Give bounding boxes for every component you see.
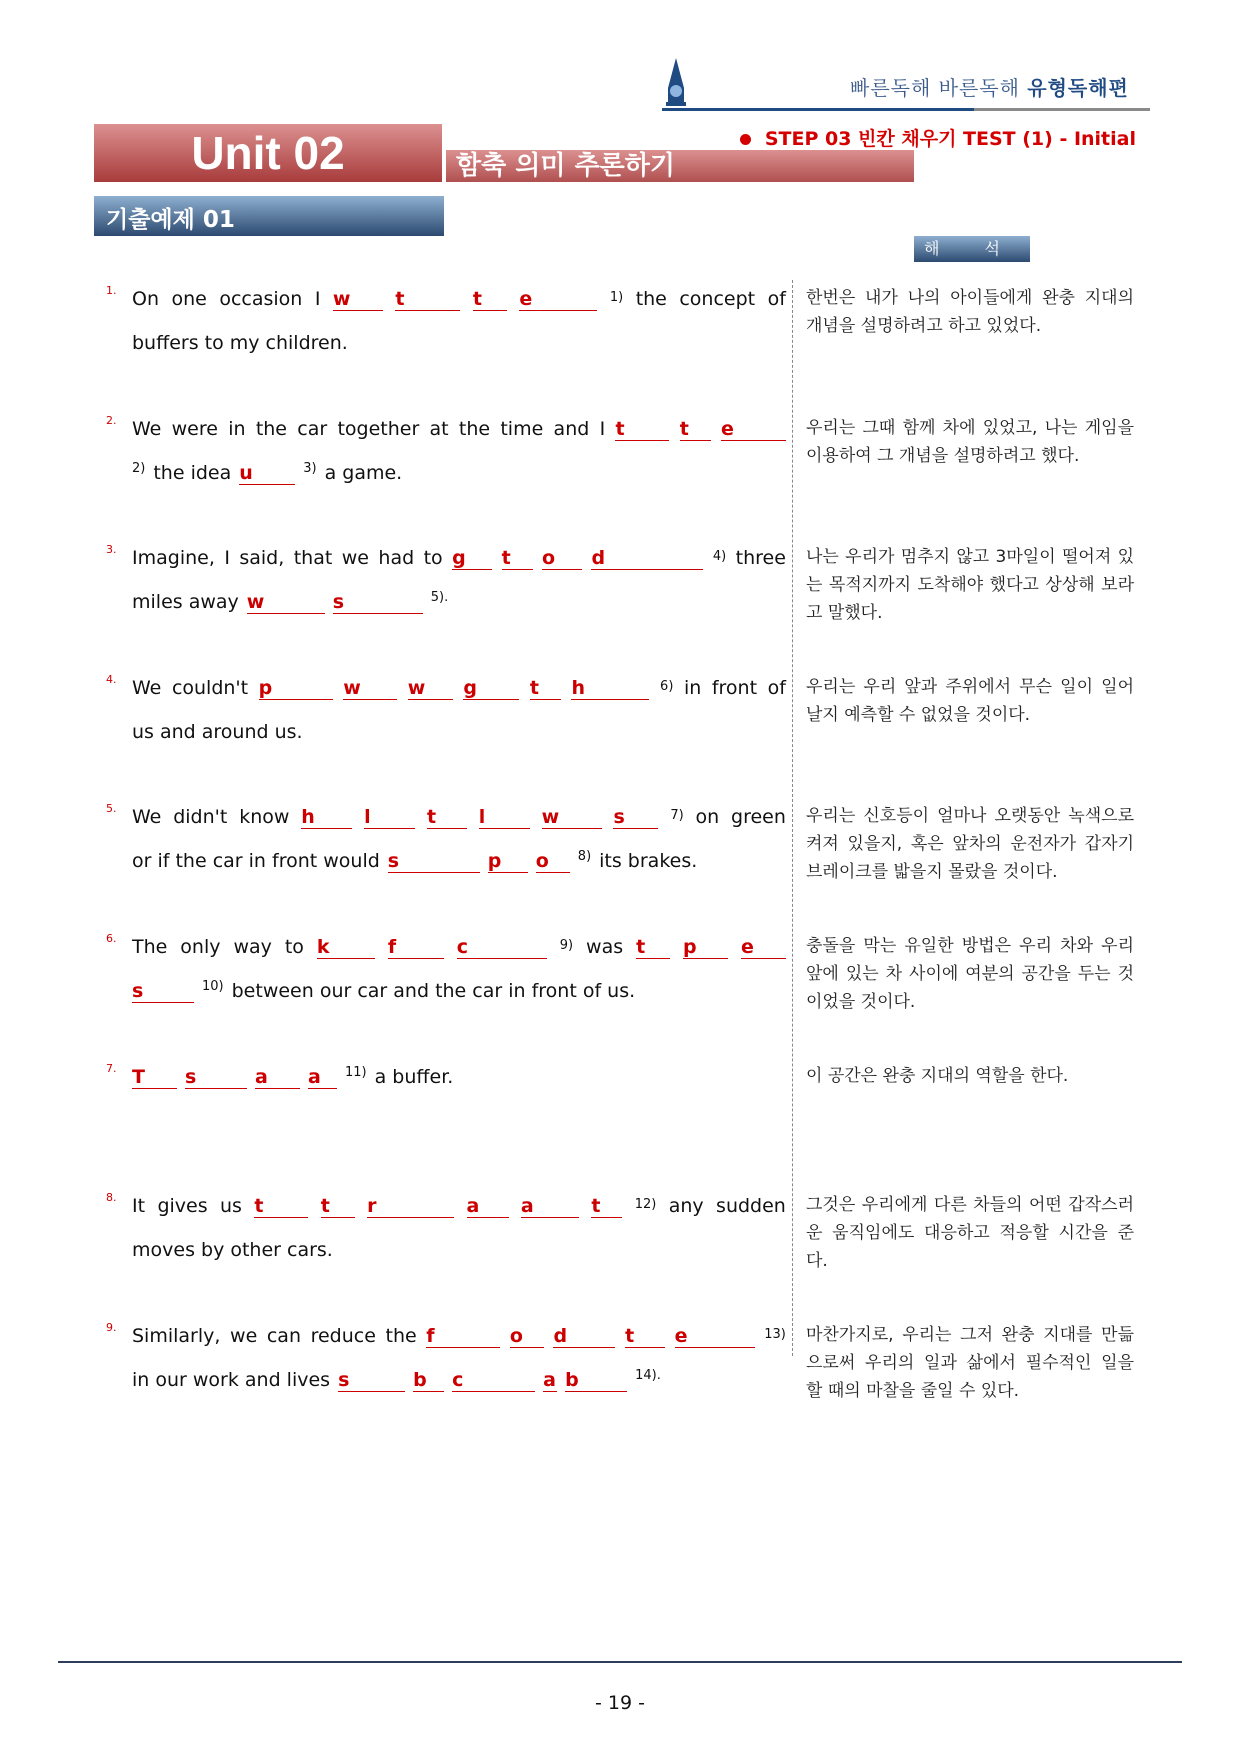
english-sentence xyxy=(132,1321,786,1409)
sentence-text: We xyxy=(132,417,162,440)
answer-blank[interactable]: t xyxy=(473,288,507,311)
item-number: 8. xyxy=(106,1191,117,1205)
series-bold: 유형독해편 xyxy=(1027,76,1129,100)
english-sentence xyxy=(132,802,786,890)
sentence-text: had xyxy=(378,547,415,570)
english-sentence xyxy=(132,543,786,631)
sentence-text: I xyxy=(224,547,230,570)
sentence-text: miles away xyxy=(132,591,239,614)
answer-blank[interactable]: w xyxy=(343,677,397,700)
sentence-text: the idea xyxy=(153,461,232,484)
answer-blank[interactable]: t xyxy=(625,1325,665,1348)
sentence-text: on xyxy=(695,806,720,829)
korean-translation: 그것은 우리에게 다른 차들의 어떤 갑작스러운 움직임에도 대응하고 적응할 시간을 준다. xyxy=(806,1195,1134,1272)
blank-number: 1) xyxy=(609,290,624,305)
korean-translation: 우리는 그때 함께 차에 있었고, 나는 게임을 이용하여 그 개념을 설명하려고 했다. xyxy=(806,417,1134,466)
sentence-line xyxy=(132,932,786,976)
answer-blank[interactable]: l xyxy=(479,806,530,829)
blank-number: 5). xyxy=(430,590,449,606)
step-text: STEP 03 빈칸 채우기 TEST (1) - Initial xyxy=(764,128,1136,150)
sentence-line xyxy=(132,673,786,717)
sentence-text: can xyxy=(266,1324,301,1347)
exercise-item xyxy=(100,1321,1140,1441)
korean-translation: 한번은 내가 나의 아이들에게 완충 지대의 개념을 설명하려고 하고 있었다. xyxy=(806,288,1134,336)
sentence-line xyxy=(132,1191,786,1235)
sentence-text: and xyxy=(553,417,590,440)
answer-blank[interactable]: t xyxy=(321,1195,355,1218)
exercise-item xyxy=(100,673,1140,793)
answer-blank[interactable]: w xyxy=(542,806,602,829)
sentence-line xyxy=(132,1365,786,1409)
answer-blank[interactable]: o xyxy=(510,1325,544,1348)
english-sentence xyxy=(132,414,786,502)
sentence-text: I xyxy=(314,288,321,310)
sentence-line xyxy=(132,328,786,372)
answer-blank[interactable]: f xyxy=(388,936,444,959)
answer-blank[interactable]: e xyxy=(721,418,786,441)
item-number: 4. xyxy=(106,672,117,686)
sentence-text: the xyxy=(255,417,287,440)
answer-blank[interactable]: s xyxy=(338,1369,405,1392)
sentence-text: sudden xyxy=(716,1195,786,1218)
sentence-text: in xyxy=(683,676,702,699)
sentence-text: we xyxy=(230,1324,258,1347)
answer-blank[interactable]: b xyxy=(565,1369,627,1392)
sentence-text: that xyxy=(293,547,333,570)
sentence-text: at xyxy=(429,417,449,440)
answer-blank[interactable]: a xyxy=(308,1066,337,1089)
answer-blank[interactable]: e xyxy=(675,1325,755,1348)
exercise-item xyxy=(100,284,1140,404)
answer-blank[interactable]: c xyxy=(457,936,547,959)
header-rule-gray xyxy=(974,108,1150,111)
answer-blank[interactable]: o xyxy=(542,547,582,570)
sentence-text: together xyxy=(337,417,420,440)
sentence-line xyxy=(132,284,786,328)
answer-blank[interactable]: w xyxy=(408,677,453,700)
sentence-text: We xyxy=(132,806,162,829)
sentence-text: It xyxy=(132,1195,146,1218)
answer-blank[interactable]: s xyxy=(185,1066,247,1089)
sentence-line xyxy=(132,543,786,587)
blank-number: 13) xyxy=(764,1326,786,1342)
sentence-text: said, xyxy=(239,547,285,570)
sentence-line xyxy=(132,458,786,502)
sentence-text: a game. xyxy=(324,461,403,484)
exercise-item xyxy=(100,932,1140,1052)
pen-nib-logo-icon xyxy=(662,58,690,108)
answer-blank[interactable]: t xyxy=(254,1195,308,1218)
blank-number: 8) xyxy=(577,849,592,865)
english-sentence xyxy=(132,673,786,761)
item-number: 1. xyxy=(106,284,117,297)
sentence-text: any xyxy=(668,1195,704,1218)
sentence-text: On xyxy=(132,288,159,310)
blank-number: 3) xyxy=(303,460,317,476)
korean-translation: 우리는 우리 앞과 주위에서 무슨 일이 일어날지 예측할 수 없었을 것이다. xyxy=(806,676,1134,725)
sentence-text: a buffer. xyxy=(374,1065,454,1088)
answer-blank[interactable]: r xyxy=(367,1195,454,1218)
exercise-item xyxy=(100,802,1140,922)
sentence-text: its brakes. xyxy=(599,850,698,873)
footer-rule xyxy=(58,1661,1182,1663)
series-light: 빠른독해 바른독해 xyxy=(850,76,1020,100)
answer-blank[interactable]: s xyxy=(333,591,423,614)
english-sentence xyxy=(132,932,786,1020)
answer-blank[interactable]: u xyxy=(239,462,295,485)
answer-blank[interactable]: t xyxy=(427,806,467,829)
sentence-text: car xyxy=(297,417,328,440)
sentence-text: moves by other cars. xyxy=(132,1239,333,1262)
answer-blank[interactable]: t xyxy=(530,677,561,700)
page-number: - 19 - xyxy=(595,1692,645,1714)
sentence-text: to xyxy=(423,547,443,570)
sentence-text: or if the car in front would xyxy=(132,850,380,873)
answer-blank[interactable]: s xyxy=(388,850,480,873)
answer-blank[interactable]: t xyxy=(395,288,460,311)
sentence-text: one xyxy=(171,288,207,310)
item-number: 5. xyxy=(106,802,117,816)
answer-blank[interactable]: g xyxy=(463,677,519,700)
answer-blank[interactable]: h xyxy=(301,806,352,829)
sentence-text: were xyxy=(171,417,218,440)
korean-translation: 이 공간은 완충 지대의 역할을 한다. xyxy=(806,1065,1069,1086)
example-banner: 기출예제 01 xyxy=(94,196,444,236)
sentence-line xyxy=(132,1062,786,1106)
sentence-text: us and around us. xyxy=(132,720,303,743)
bullet-icon xyxy=(740,134,751,145)
answer-blank[interactable]: a xyxy=(543,1368,556,1391)
answer-blank[interactable]: f xyxy=(426,1325,500,1348)
sentence-line xyxy=(132,414,786,458)
translation-label: 해 석 xyxy=(914,236,1030,262)
blank-number: 9) xyxy=(559,938,574,953)
sentence-text: was xyxy=(586,936,624,958)
sentence-text: the xyxy=(385,1324,417,1347)
answer-blank[interactable]: h xyxy=(571,677,649,700)
sentence-line xyxy=(132,587,786,631)
header-rule xyxy=(662,108,974,111)
sentence-text: the xyxy=(458,417,491,440)
sentence-text: in our work and lives xyxy=(132,1368,331,1391)
item-number: 9. xyxy=(106,1320,117,1334)
blank-number: 11) xyxy=(345,1064,367,1080)
english-sentence xyxy=(132,1062,786,1106)
korean-translation: 우리는 신호등이 얼마나 오랫동안 녹색으로 켜져 있을지, 혹은 앞차의 운전자가 갑자기 브레이크를 밟을지 몰랐을 것이다. xyxy=(806,806,1134,883)
answer-blank[interactable]: p xyxy=(683,936,728,959)
item-number: 2. xyxy=(106,413,117,427)
exercise-item xyxy=(100,414,1140,534)
answer-blank[interactable]: p xyxy=(259,677,333,700)
sentence-line xyxy=(132,846,786,890)
exercise-item xyxy=(100,1062,1140,1182)
topic-banner: 함축 의미 추론하기 xyxy=(446,150,914,182)
sentence-line xyxy=(132,717,786,761)
answer-blank[interactable]: w xyxy=(247,591,325,614)
answer-blank[interactable]: t xyxy=(680,418,711,441)
sentence-text: Similarly, xyxy=(132,1324,221,1347)
answer-blank[interactable]: c xyxy=(452,1369,535,1392)
answer-blank[interactable]: T xyxy=(132,1066,177,1089)
sentence-text: I xyxy=(599,417,606,440)
answer-blank[interactable]: a xyxy=(255,1066,300,1089)
sentence-text: between our car and the car in front of us. xyxy=(231,980,636,1002)
sentence-text: three xyxy=(735,547,786,570)
sentence-text: know xyxy=(239,806,290,829)
sentence-text: time xyxy=(500,417,544,440)
answer-blank[interactable]: g xyxy=(452,547,492,570)
item-number: 3. xyxy=(106,543,117,557)
exercise-item xyxy=(100,1191,1140,1311)
sentence-text: of xyxy=(767,288,786,310)
sentence-text: gives xyxy=(157,1195,208,1218)
blank-number: 6) xyxy=(660,678,674,694)
answer-blank[interactable]: l xyxy=(364,806,415,829)
answer-blank[interactable]: a xyxy=(521,1195,579,1218)
sentence-text: front xyxy=(711,676,758,699)
korean-translation: 마찬가지로, 우리는 그저 완충 지대를 만듦으로써 우리의 일과 삶에서 필수적인 일을 할 때의 마찰을 줄일 수 있다. xyxy=(806,1324,1134,1401)
answer-blank[interactable]: d xyxy=(591,547,703,570)
item-number: 6. xyxy=(106,932,117,945)
answer-blank[interactable]: s xyxy=(613,806,658,829)
sentence-text: didn't xyxy=(173,806,228,829)
answer-blank[interactable]: s xyxy=(132,980,194,1003)
sentence-line xyxy=(132,802,786,846)
sentence-line xyxy=(132,1235,786,1279)
answer-blank[interactable]: w xyxy=(333,288,383,311)
sentence-text: to xyxy=(284,936,304,958)
sentence-text: way xyxy=(233,936,272,958)
answer-blank[interactable]: t xyxy=(591,1195,622,1218)
sentence-text: of xyxy=(767,676,786,699)
sentence-text: only xyxy=(180,936,221,958)
sentence-text: reduce xyxy=(310,1324,376,1347)
english-sentence xyxy=(132,284,786,372)
answer-blank[interactable]: e xyxy=(741,936,786,959)
sentence-text: we xyxy=(341,547,369,570)
korean-translation: 충돌을 막는 유일한 방법은 우리 차와 우리 앞에 있는 차 사이에 여분의 공간을 두는 것이었을 것이다. xyxy=(806,936,1134,1012)
sentence-text: The xyxy=(132,936,168,958)
unit-banner: Unit 02 xyxy=(94,124,442,182)
answer-blank[interactable]: e xyxy=(519,288,597,311)
answer-blank[interactable]: a xyxy=(467,1195,509,1218)
answer-blank[interactable]: t xyxy=(615,418,669,441)
exercise-item xyxy=(100,543,1140,663)
blank-number: 2) xyxy=(132,460,146,476)
answer-blank[interactable]: o xyxy=(536,850,570,873)
answer-blank[interactable]: b xyxy=(413,1369,444,1392)
answer-blank[interactable]: k xyxy=(317,936,375,959)
english-sentence xyxy=(132,1191,786,1279)
blank-number: 12) xyxy=(634,1197,657,1213)
step-label xyxy=(740,124,1136,151)
sentence-text: We xyxy=(132,676,162,699)
answer-blank[interactable]: t xyxy=(636,936,670,959)
blank-number: 10) xyxy=(202,979,224,994)
sentence-text: the xyxy=(635,288,667,310)
sentence-text: us xyxy=(220,1195,242,1218)
korean-translation: 나는 우리가 멈추지 않고 3마일이 떨어져 있는 목적지까지 도착해야 했다고 상상해 보라고 말했다. xyxy=(806,547,1134,624)
sentence-text: couldn't xyxy=(171,676,249,699)
sentence-line xyxy=(132,976,786,1020)
sentence-text: concept xyxy=(679,288,756,310)
sentence-text: buffers to my children. xyxy=(132,332,348,354)
series-title xyxy=(850,72,1129,101)
sentence-text: in xyxy=(228,417,246,440)
sentence-text: occasion xyxy=(219,288,303,310)
item-number: 7. xyxy=(106,1061,117,1075)
answer-blank[interactable]: t xyxy=(502,547,533,570)
blank-number: 7) xyxy=(670,808,684,824)
sentence-text: Imagine, xyxy=(132,547,215,570)
sentence-line xyxy=(132,1321,786,1365)
blank-number: 4) xyxy=(712,549,727,565)
sentence-text: green xyxy=(731,806,786,829)
answer-blank[interactable]: d xyxy=(553,1325,615,1348)
blank-number: 14). xyxy=(635,1367,661,1383)
answer-blank[interactable]: p xyxy=(488,850,528,873)
